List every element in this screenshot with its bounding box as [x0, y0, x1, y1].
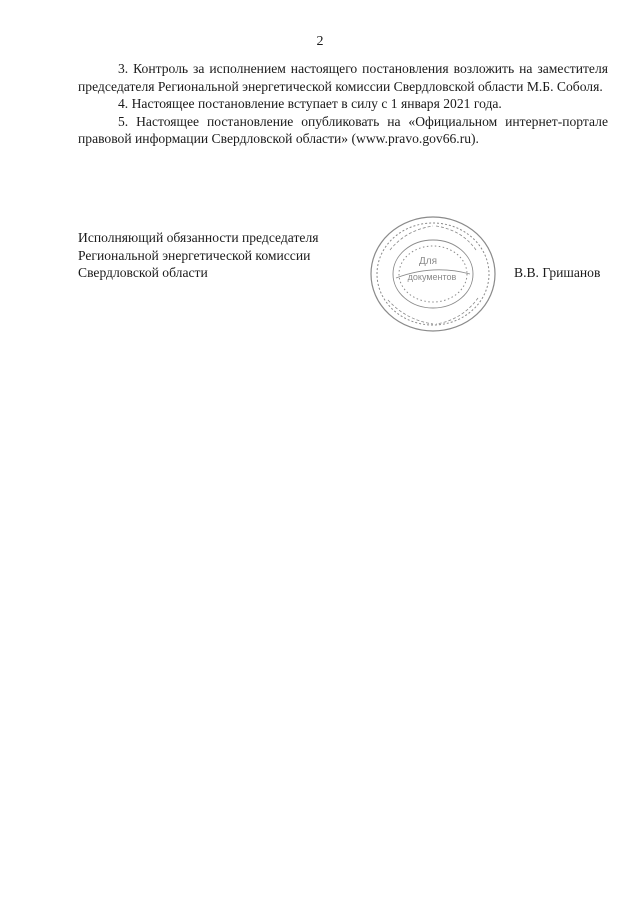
page-number: 2	[316, 34, 324, 49]
signatory-title-line: Региональной энергетической комиссии	[78, 247, 311, 263]
signatory-title	[78, 229, 368, 282]
signatory-name: В.В. Гришанов	[514, 265, 601, 280]
seal-stamp-icon	[366, 212, 500, 336]
paragraph-5: 5. Настоящее постановление опубликовать на «Официальном интернет-портале правовой информации Свердловской области» (www.pravo.gov66.ru).	[78, 113, 608, 147]
stamp-text-bottom: документов	[407, 272, 457, 282]
signatory-title-line: Исполняющий обязанности председателя	[78, 230, 319, 245]
paragraph-4: 4. Настоящее постановление вступает в силу с 1 января 2021 года.	[118, 96, 502, 112]
stamp-text-top: Для	[418, 256, 438, 267]
document-body	[78, 60, 608, 148]
paragraph-3: 3. Контроль за исполнением настоящего постановления возложить на заместителя председателя Региональной энергетической комиссии Свердловской области М.Б. Соболя.	[78, 61, 608, 94]
signatory-title-line: Свердловской области	[78, 265, 208, 281]
